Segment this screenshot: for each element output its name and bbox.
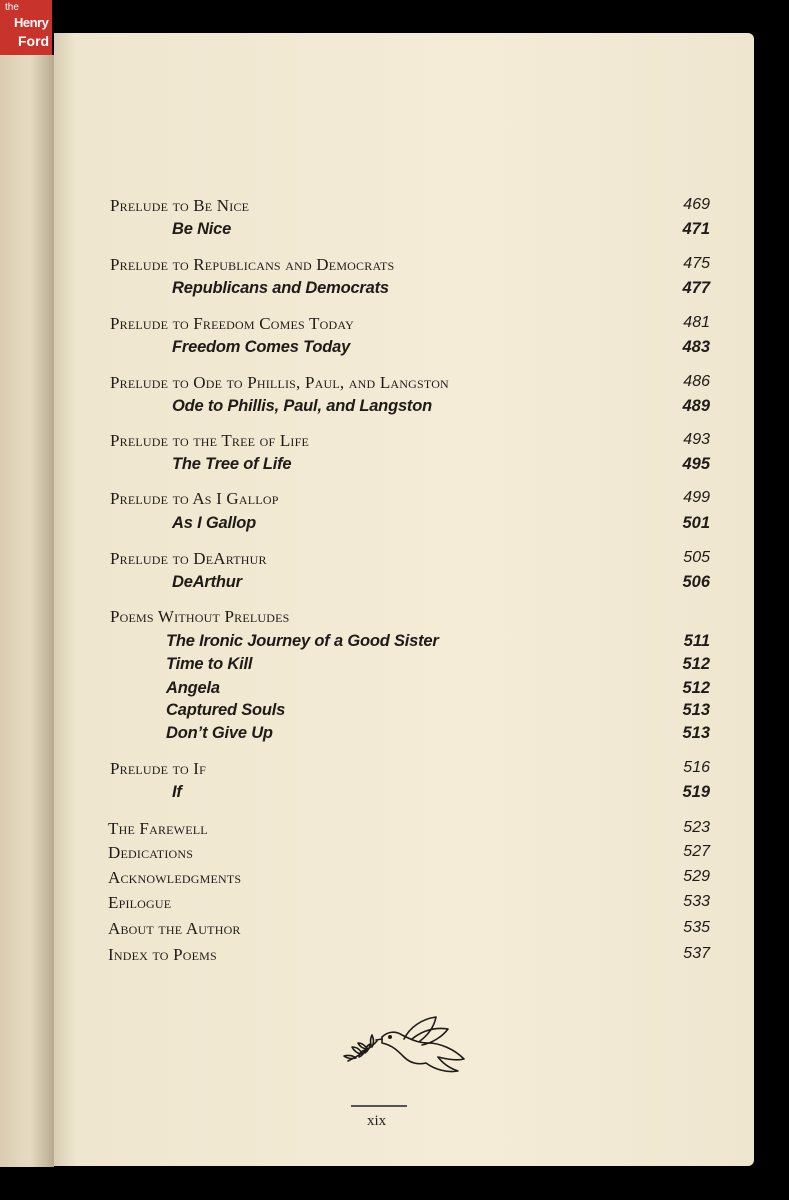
logo-ford: Ford	[18, 33, 50, 49]
toc-entry	[54, 724, 710, 746]
toc-page-number: 523	[683, 819, 710, 836]
toc-page-number: 535	[683, 919, 710, 936]
dove-with-olive-branch-icon	[330, 1009, 490, 1079]
toc-page-number: 506	[682, 573, 710, 591]
section-title: Prelude to Freedom Comes Today	[110, 314, 354, 333]
toc-entry	[54, 397, 710, 419]
poem-title: The Tree of Life	[172, 455, 292, 473]
toc-entry	[54, 868, 710, 890]
poem-title: DeArthur	[172, 573, 242, 591]
logo-the: the	[5, 2, 19, 13]
section-title: Prelude to Ode to Phillis, Paul, and Langston	[110, 373, 449, 392]
section-title: Dedications	[108, 843, 194, 862]
poem-title: The Ironic Journey of a Good Sister	[166, 632, 439, 650]
toc-page-number: 489	[682, 397, 710, 415]
toc-page-number: 512	[682, 655, 710, 673]
toc-entry	[54, 919, 710, 941]
poem-title: Be Nice	[172, 220, 232, 238]
section-title: About the Author	[108, 919, 241, 938]
toc-entry	[54, 514, 710, 536]
page-number: xix	[367, 1113, 387, 1129]
toc-page-number: 481	[683, 314, 710, 331]
toc-page-number: 493	[683, 431, 710, 448]
toc-entry	[54, 455, 710, 477]
section-title: Prelude to If	[110, 759, 206, 778]
poem-title: Don’t Give Up	[166, 724, 273, 742]
toc-entry	[54, 655, 710, 677]
toc-entry	[54, 679, 710, 701]
toc-page-number: 486	[683, 373, 710, 390]
facing-page-edge	[0, 55, 54, 1167]
toc-page-number: 495	[682, 455, 710, 473]
folio-ornament-rule	[351, 1105, 407, 1107]
section-title: Prelude to the Tree of Life	[110, 431, 310, 450]
poem-title: As I Gallop	[172, 514, 256, 532]
toc-page-number: 471	[682, 220, 710, 238]
poem-title: Angela	[166, 679, 220, 697]
toc-entry	[54, 759, 710, 781]
section-title: Acknowledgments	[108, 868, 242, 887]
toc-page-number: 533	[683, 893, 710, 910]
toc-entry	[54, 632, 710, 654]
toc-entry	[54, 255, 710, 277]
toc-entry	[54, 607, 706, 629]
toc-page-number: 513	[682, 724, 710, 742]
toc-page-number: 475	[683, 255, 710, 272]
section-title: Index to Poems	[108, 945, 217, 964]
toc-page-number: 511	[683, 632, 710, 650]
book-page	[54, 33, 754, 1166]
section-title: The Farewell	[108, 819, 208, 838]
toc-page-number: 513	[682, 701, 710, 719]
toc-entry	[54, 819, 710, 841]
toc-entry	[54, 549, 710, 571]
toc-entry	[54, 373, 710, 395]
toc-entry	[54, 893, 710, 915]
section-title: Poems Without Preludes	[110, 607, 290, 626]
toc-entry	[54, 314, 710, 336]
toc-entry	[54, 489, 710, 511]
toc-page-number: 519	[682, 783, 710, 801]
poem-title: Republicans and Democrats	[172, 279, 389, 297]
logo-henry: Henry	[14, 15, 49, 30]
toc-page-number: 527	[683, 843, 710, 860]
poem-title: Ode to Phillis, Paul, and Langston	[172, 397, 432, 415]
toc-entry	[54, 783, 710, 805]
section-title: Prelude to Republicans and Democrats	[110, 255, 395, 274]
toc-entry	[54, 196, 710, 218]
toc-entry	[54, 279, 710, 301]
toc-page-number: 499	[683, 489, 710, 506]
toc-entry	[54, 338, 710, 360]
poem-title: If	[172, 783, 182, 801]
toc-page-number: 501	[682, 514, 710, 532]
poem-title: Captured Souls	[166, 701, 286, 719]
section-title: Epilogue	[108, 893, 172, 912]
henry-ford-logo	[0, 0, 52, 55]
toc-entry	[54, 431, 710, 453]
toc-entry	[54, 843, 710, 865]
toc-page-number: 477	[682, 279, 710, 297]
toc-page-number: 529	[683, 868, 710, 885]
toc-entry	[54, 701, 710, 723]
toc-entry	[54, 945, 710, 967]
section-title: Prelude to DeArthur	[110, 549, 267, 568]
section-title: Prelude to Be Nice	[110, 196, 250, 215]
toc-page-number: 505	[683, 549, 710, 566]
toc-page-number: 512	[682, 679, 710, 697]
toc-page-number: 483	[682, 338, 710, 356]
poem-title: Freedom Comes Today	[172, 338, 351, 356]
toc-entry	[54, 220, 710, 242]
toc-page-number: 537	[683, 945, 710, 962]
toc-page-number: 516	[683, 759, 710, 776]
section-title: Prelude to As I Gallop	[110, 489, 279, 508]
toc-entry	[54, 573, 710, 595]
poem-title: Time to Kill	[166, 655, 253, 673]
toc-page-number: 469	[683, 196, 710, 213]
